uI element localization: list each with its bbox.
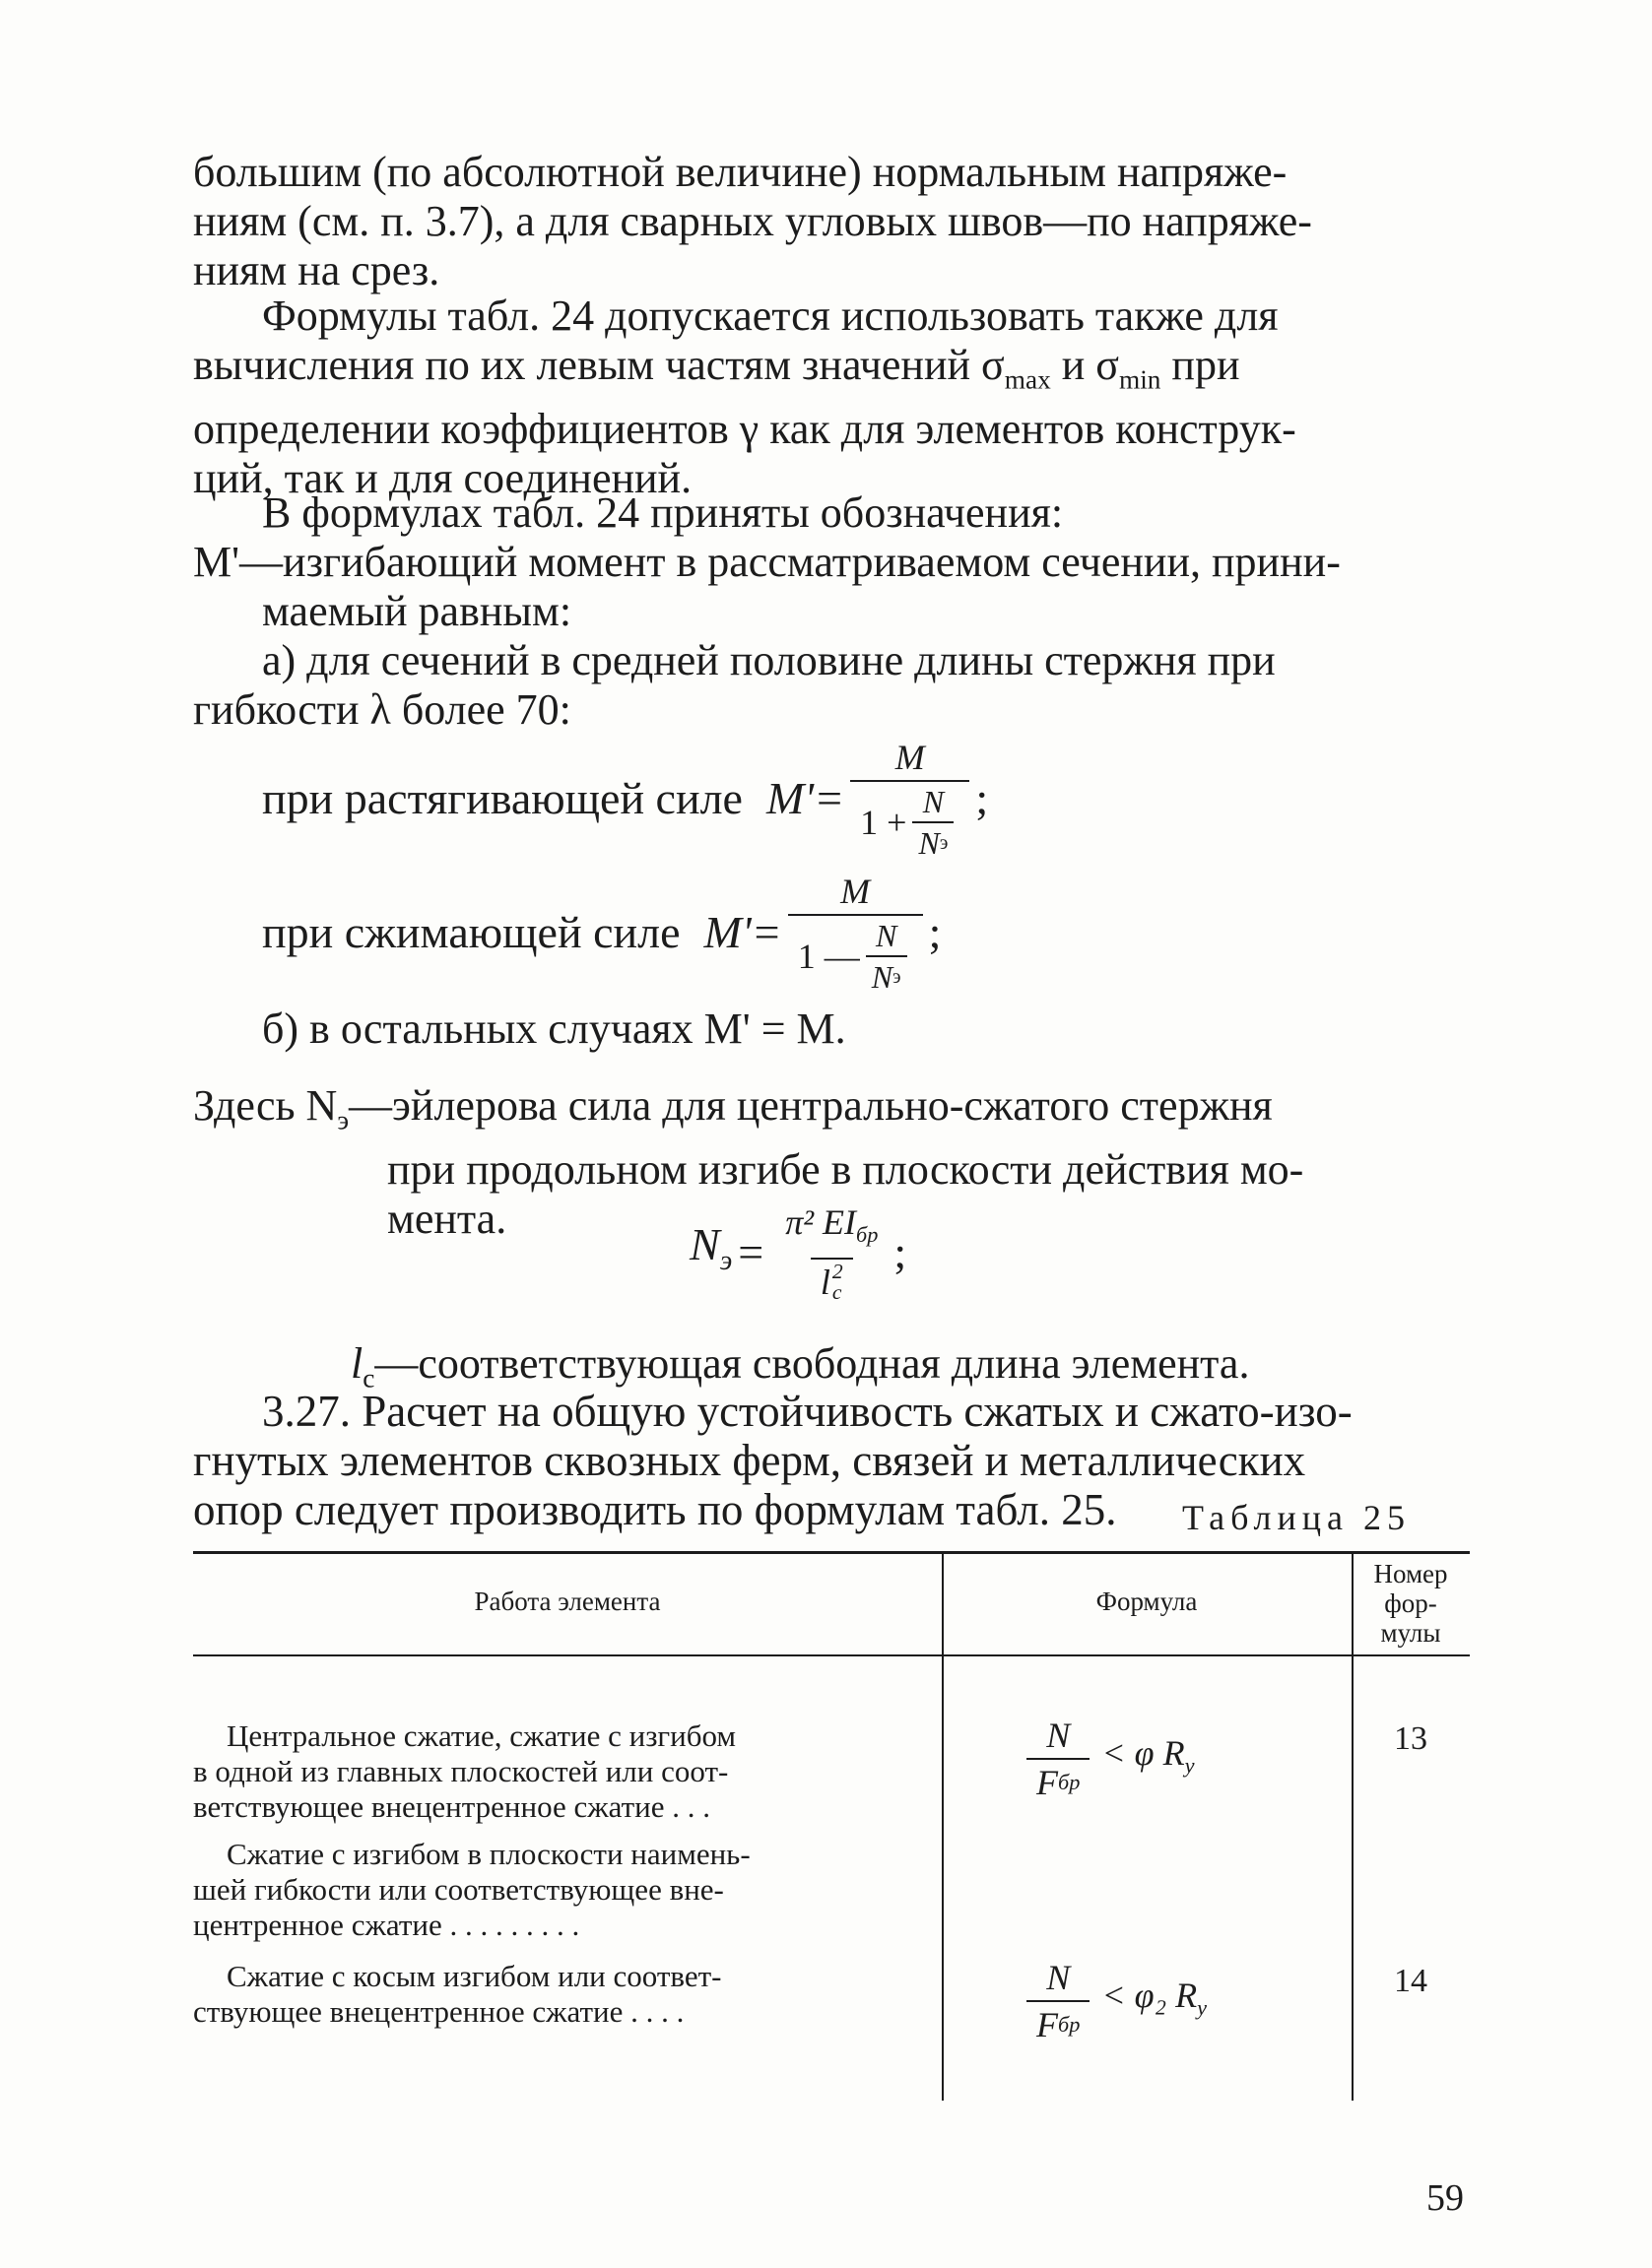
formula-label: при растягивающей силе	[262, 773, 743, 823]
table-row-1-formula: N F бр < φ $R_y$	[1021, 1715, 1195, 1803]
table-row-3-number: 14	[1394, 1963, 1427, 1999]
formula-tension: при растягивающей силе M'= M 1 + N N э ;	[262, 738, 989, 861]
formula-lhs: M'=	[765, 773, 845, 823]
page-number: 59	[1426, 2177, 1464, 2219]
text-line: $l_с—соответствующая$ свободная длина элемента.	[351, 1339, 1250, 1393]
fraction	[788, 871, 923, 995]
text-line: маемый равным:	[262, 587, 572, 635]
column-divider	[942, 1554, 944, 2101]
text-line: а) для сечений в средней половине длины стержня при	[262, 636, 1276, 684]
formula-euler: $N_э$ = π² $EI_{бр}$ l 2 с ;	[690, 1202, 907, 1305]
inner-fraction: N N э	[912, 784, 954, 861]
table-row-1-number: 13	[1394, 1720, 1427, 1757]
paragraph-notation-intro	[193, 488, 1474, 538]
text-line: определении коэффициентов γ как для элементов конструк-	[193, 404, 1296, 453]
table-row-3-work: Сжатие с косым изгибом или соответ- ствующее внецентренное сжатие . . . .	[193, 1959, 722, 2029]
fraction-denominator: 1 + N N э	[850, 780, 969, 861]
fraction-denominator: l 2 с	[811, 1258, 853, 1304]
fraction	[775, 1201, 888, 1304]
text-line: гибкости λ более 70:	[193, 685, 571, 734]
text-line: ниям на срез.	[193, 246, 440, 294]
header-work: Работа элемента	[474, 1587, 661, 1616]
table-row-2-work: Сжатие с изгибом в плоскости наимень- шей гибкости или соответствующее вне- центренное сжатие . . . . . . . . .	[193, 1837, 751, 1942]
table-header-rule	[193, 1654, 1470, 1656]
formula-lhs: $N_э$	[690, 1218, 733, 1276]
paragraph-continuation	[193, 148, 1474, 295]
header-formula: Формула	[1095, 1587, 1198, 1616]
paragraph-formulas-usage	[193, 292, 1474, 503]
text-line: б) в остальных случаях M' = M.	[262, 1004, 846, 1053]
paragraph-case-a	[193, 636, 1474, 735]
table-25	[193, 1551, 1470, 2103]
header-number: Номер фор- мулы	[1373, 1559, 1448, 1648]
text-line: Формулы табл. 24 допускается использовать также для	[262, 292, 1279, 340]
text-line: большим (по абсолютной величине) нормальным напряже-	[193, 148, 1288, 196]
fraction-numerator: M	[894, 738, 925, 777]
text-line: вычисления по их левым частям значений $\sigma_{max}$ и $\sigma_{min}$ при	[193, 341, 1240, 395]
text-line: ций, так и для соединений.	[193, 453, 693, 502]
table-caption: Таблица 25	[1182, 1498, 1411, 1537]
paragraph-case-b	[193, 1004, 1474, 1054]
table-row-1-work: Центральное сжатие, сжатие с изгибом в одной из главных плоскостей или соот- ветствующее внецентренное сжатие . . .	[193, 1718, 737, 1824]
inner-fraction: N N э	[866, 918, 907, 995]
text-line: при продольном изгибе в плоскости действия мо-	[387, 1144, 1304, 1194]
text-line: 3.27. Расчет на общую устойчивость сжатых и сжато-изо-	[262, 1387, 1353, 1436]
text-line: M'—изгибающий момент в рассматриваемом сечении, прини-	[193, 538, 1341, 586]
paragraph-moment-definition	[193, 538, 1474, 636]
formula-lhs: M'=	[703, 907, 782, 957]
text-line: мента.	[387, 1194, 507, 1243]
formula-compression: при сжимающей силе M'= M 1 — N N э ;	[262, 872, 942, 995]
text-line: гнутых элементов сквозных ферм, связей и металлических	[193, 1436, 1306, 1485]
fraction	[850, 737, 969, 861]
text-line: ниям (см. п. 3.7), а для сварных угловых швов—по напряже-	[193, 197, 1312, 245]
fraction-numerator: M	[840, 872, 871, 911]
text-line: В формулах табл. 24 приняты обозначения:	[262, 488, 1064, 537]
text-line: Здесь $N_э—эйлерова$ сила для центрально-сжатого стержня	[193, 1081, 1273, 1135]
text-line: опор следует производить по формулам табл. 25.	[193, 1485, 1117, 1534]
fraction-denominator: 1 — N N э	[788, 914, 923, 995]
table-top-rule	[193, 1551, 1470, 1554]
table-row-3-formula: N F бр < φ₂ $R_y$	[1021, 1957, 1207, 2045]
fraction-numerator: π² $EI_{бр}$	[785, 1202, 879, 1247]
formula-label: при сжимающей силе	[262, 907, 681, 957]
